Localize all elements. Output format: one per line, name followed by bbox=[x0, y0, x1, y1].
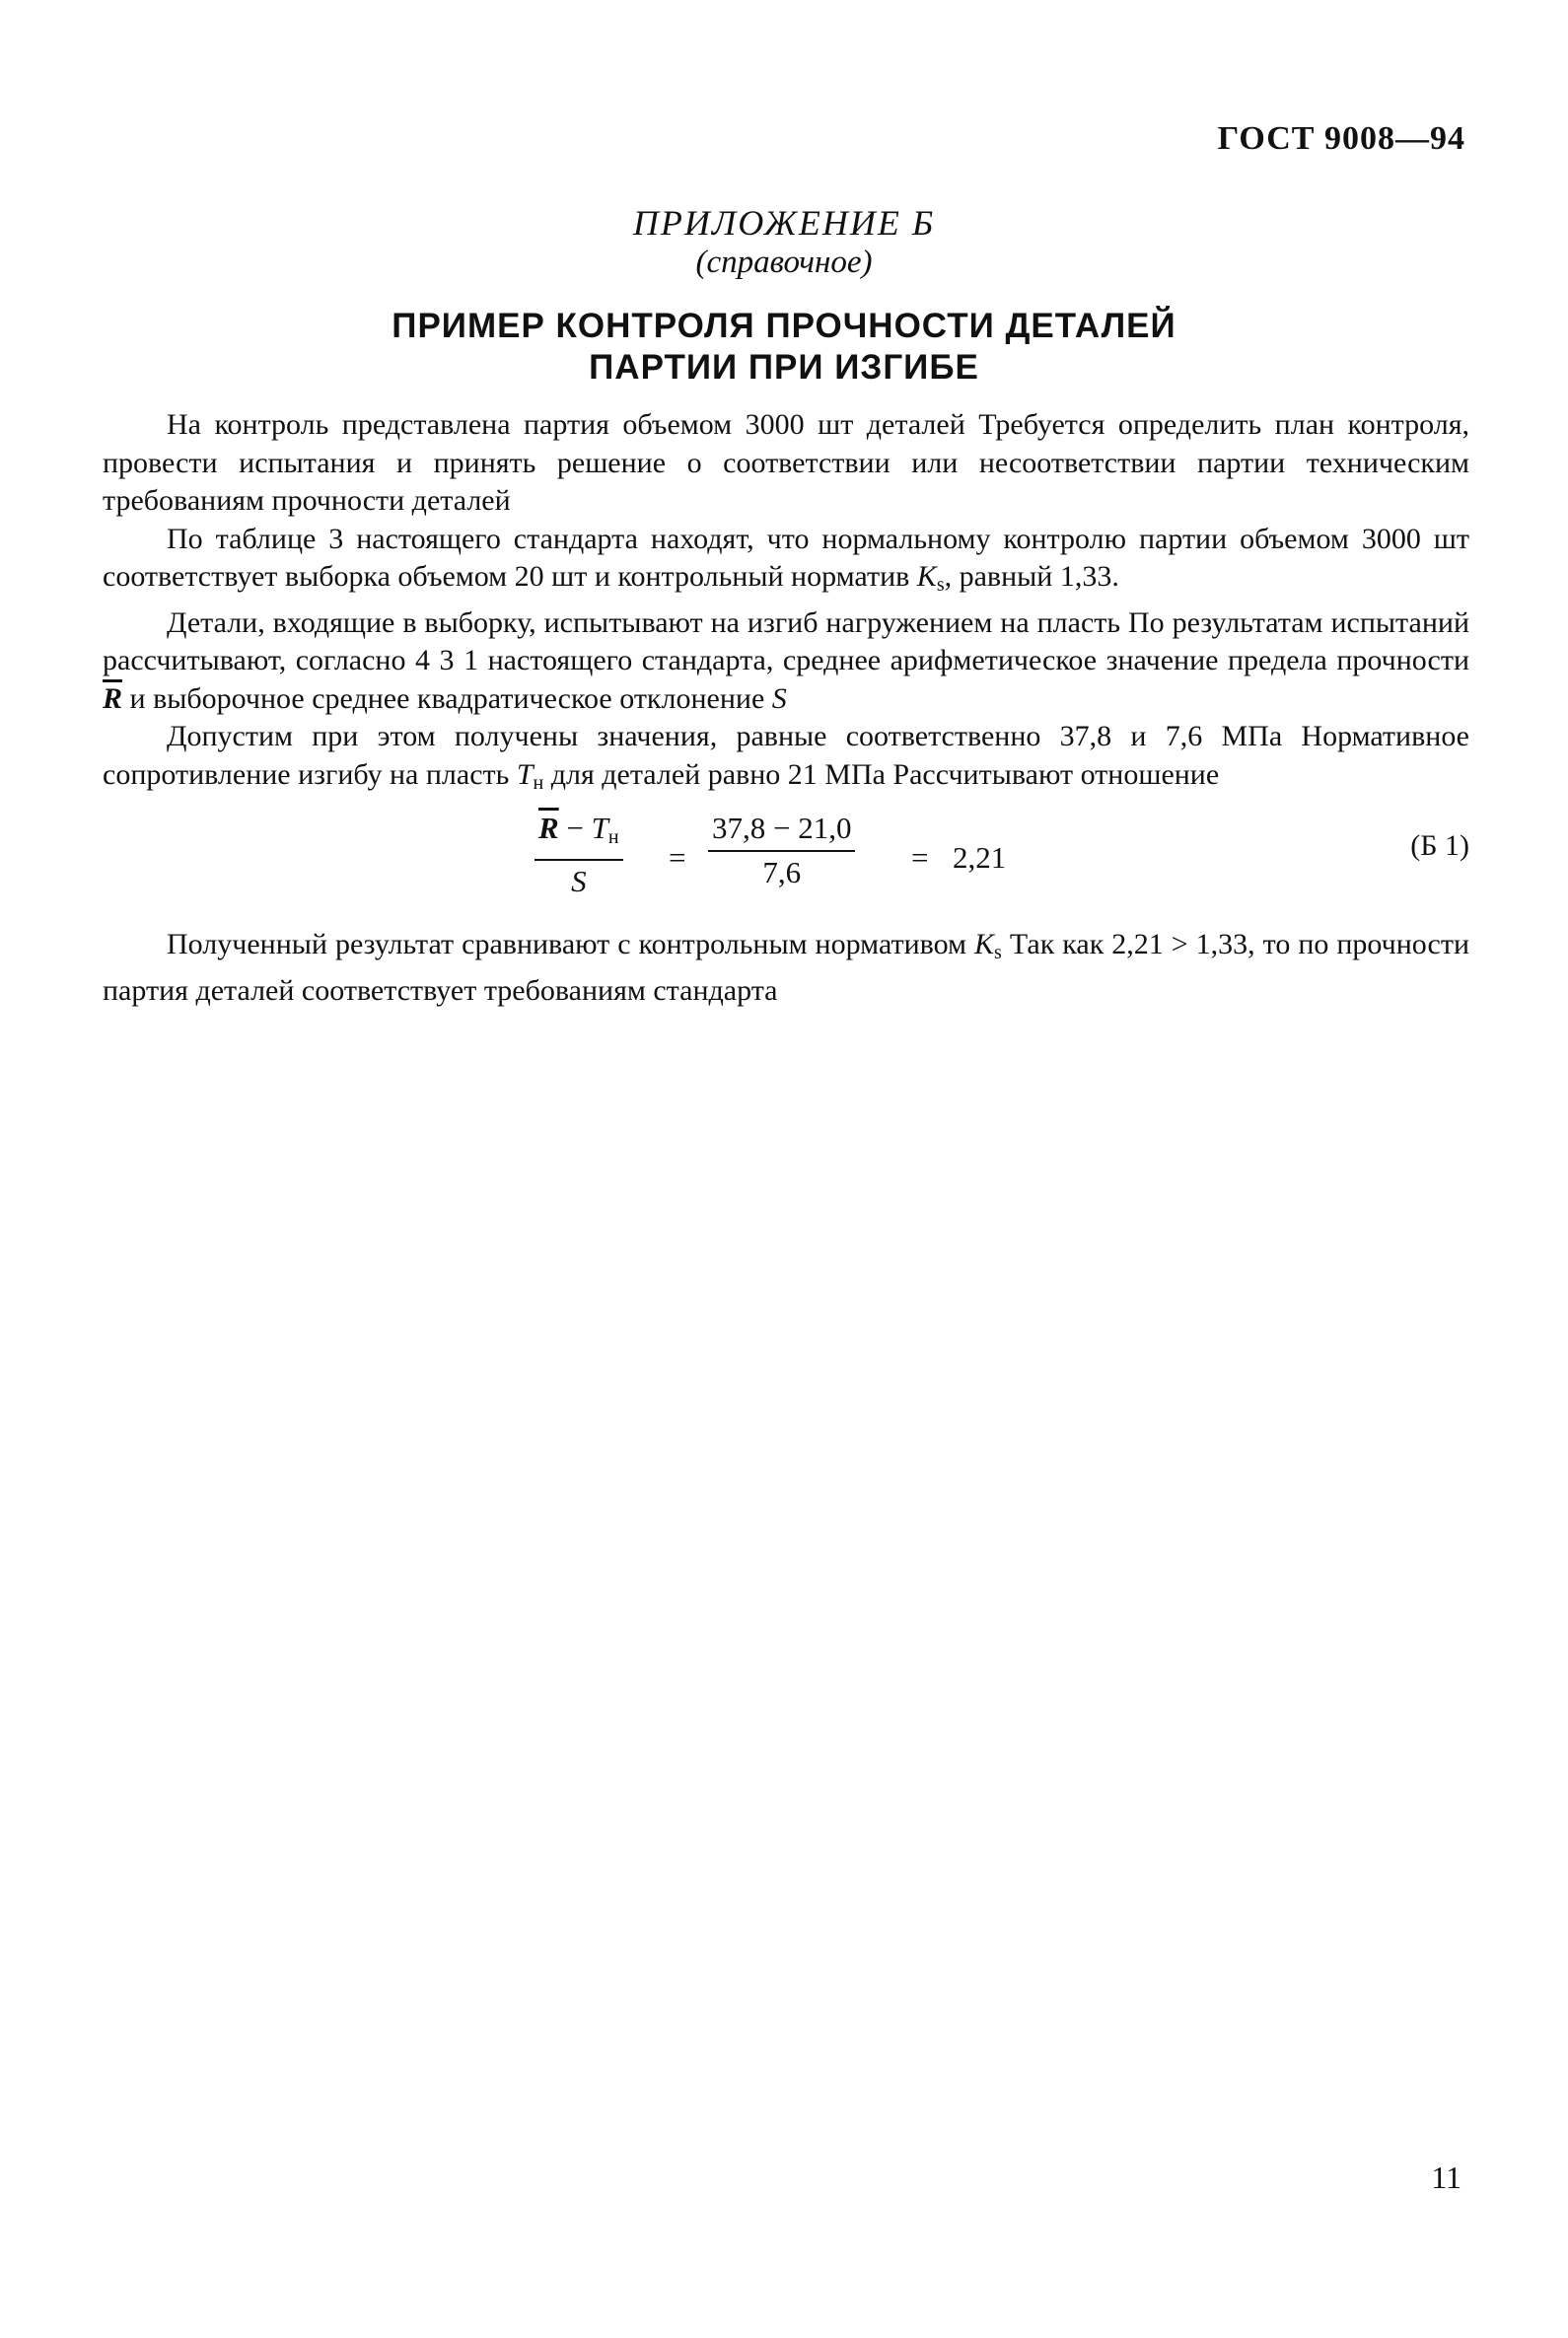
paragraph-2-tail: , равный 1,33. bbox=[944, 560, 1119, 593]
formula-mid-denominator: 7,6 bbox=[762, 854, 802, 889]
formula-equals-2: = bbox=[911, 840, 929, 875]
formula-lhs-denominator: S bbox=[571, 863, 587, 898]
body-text bbox=[103, 406, 1469, 1010]
symbol-ks bbox=[916, 560, 945, 596]
paragraph-5 bbox=[103, 926, 1469, 1010]
formula-mid-numerator: 37,8 − 21,0 bbox=[708, 810, 855, 852]
formula-equals-1: = bbox=[669, 840, 686, 875]
paragraph-4-text: Допустим при этом получены значения, равные соответственно 37,8 и 7,6 МПа Нормативное сопротивление изгибу на пласть bbox=[103, 720, 1469, 791]
formula-lhs-numerator bbox=[535, 810, 623, 861]
symbol-s: S bbox=[771, 681, 787, 715]
symbol-tn bbox=[516, 757, 544, 794]
appendix-label: ПРИЛОЖЕНИЕ Б bbox=[632, 203, 936, 243]
formula-mean-r: $\overline{R}$ bbox=[538, 811, 559, 845]
formula-mid-fraction bbox=[708, 810, 855, 891]
formula-t-subscript: н bbox=[607, 826, 619, 848]
paragraph-4 bbox=[103, 718, 1469, 802]
section-title-line-2: ПАРТИИ ПРИ ИЗГИБЕ bbox=[589, 348, 979, 387]
section-title bbox=[0, 306, 1568, 389]
formula-minus: − bbox=[566, 811, 584, 845]
symbol-k-subscript: s bbox=[936, 574, 945, 596]
paragraph-2 bbox=[103, 521, 1469, 604]
formula-t: T bbox=[591, 811, 608, 845]
symbol-mean-r: $\overline{R}$ bbox=[103, 681, 123, 715]
symbol-k-2: K bbox=[974, 928, 995, 960]
paragraph-3-middle: и выборочное среднее квадратическое отклонение bbox=[129, 681, 765, 715]
paragraph-5-tail: Так как 2,21 > 1,33, то по прочности партия деталей соответствует требованиям стандарта bbox=[103, 928, 1470, 1007]
paragraph-2-text: По таблице 3 настоящего стандарта находят, что нормальному контролю партии объемом 3000 шт соответствует выборка объемом 20 шт и контрольный норматив bbox=[103, 522, 1469, 593]
symbol-t-subscript: н bbox=[533, 771, 544, 794]
formula-number: (Б 1) bbox=[1410, 829, 1469, 862]
symbol-ks-2 bbox=[974, 928, 1002, 963]
formula-result: 2,21 bbox=[953, 840, 1007, 875]
formula-b1 bbox=[103, 810, 1469, 920]
paragraph-3 bbox=[103, 604, 1469, 719]
symbol-t: T bbox=[516, 757, 534, 791]
symbol-k: K bbox=[916, 560, 937, 593]
paragraph-3-text: Детали, входящие в выборку, испытывают на изгиб нагружением на пласть По результатам испытаний рассчитывают, согласно 4 3 1 настоящего стандарта, среднее арифметическое значение предела прочности bbox=[103, 605, 1469, 676]
paragraph-1: На контроль представлена партия объемом 3000 шт деталей Требуется определить план контроля, провести испытания и принять решение о соответствии или несоответствии партии техническим требованиям прочности деталей bbox=[103, 408, 1469, 517]
appendix-kind: (справочное) bbox=[695, 245, 873, 280]
paragraph-5-text: Полученный результат сравнивают с контрольным нормативом bbox=[167, 928, 967, 960]
formula-lhs-fraction bbox=[535, 810, 623, 900]
page-number: 11 bbox=[1431, 2160, 1461, 2195]
paragraph-4-tail: для деталей равно 21 МПа Рассчитывают отношение bbox=[550, 757, 1220, 791]
section-title-line-1: ПРИМЕР КОНТРОЛЯ ПРОЧНОСТИ ДЕТАЛЕЙ bbox=[392, 307, 1176, 345]
standard-designation: ГОСТ 9008—94 bbox=[1217, 120, 1465, 157]
symbol-k-2-subscript: s bbox=[994, 942, 1002, 963]
